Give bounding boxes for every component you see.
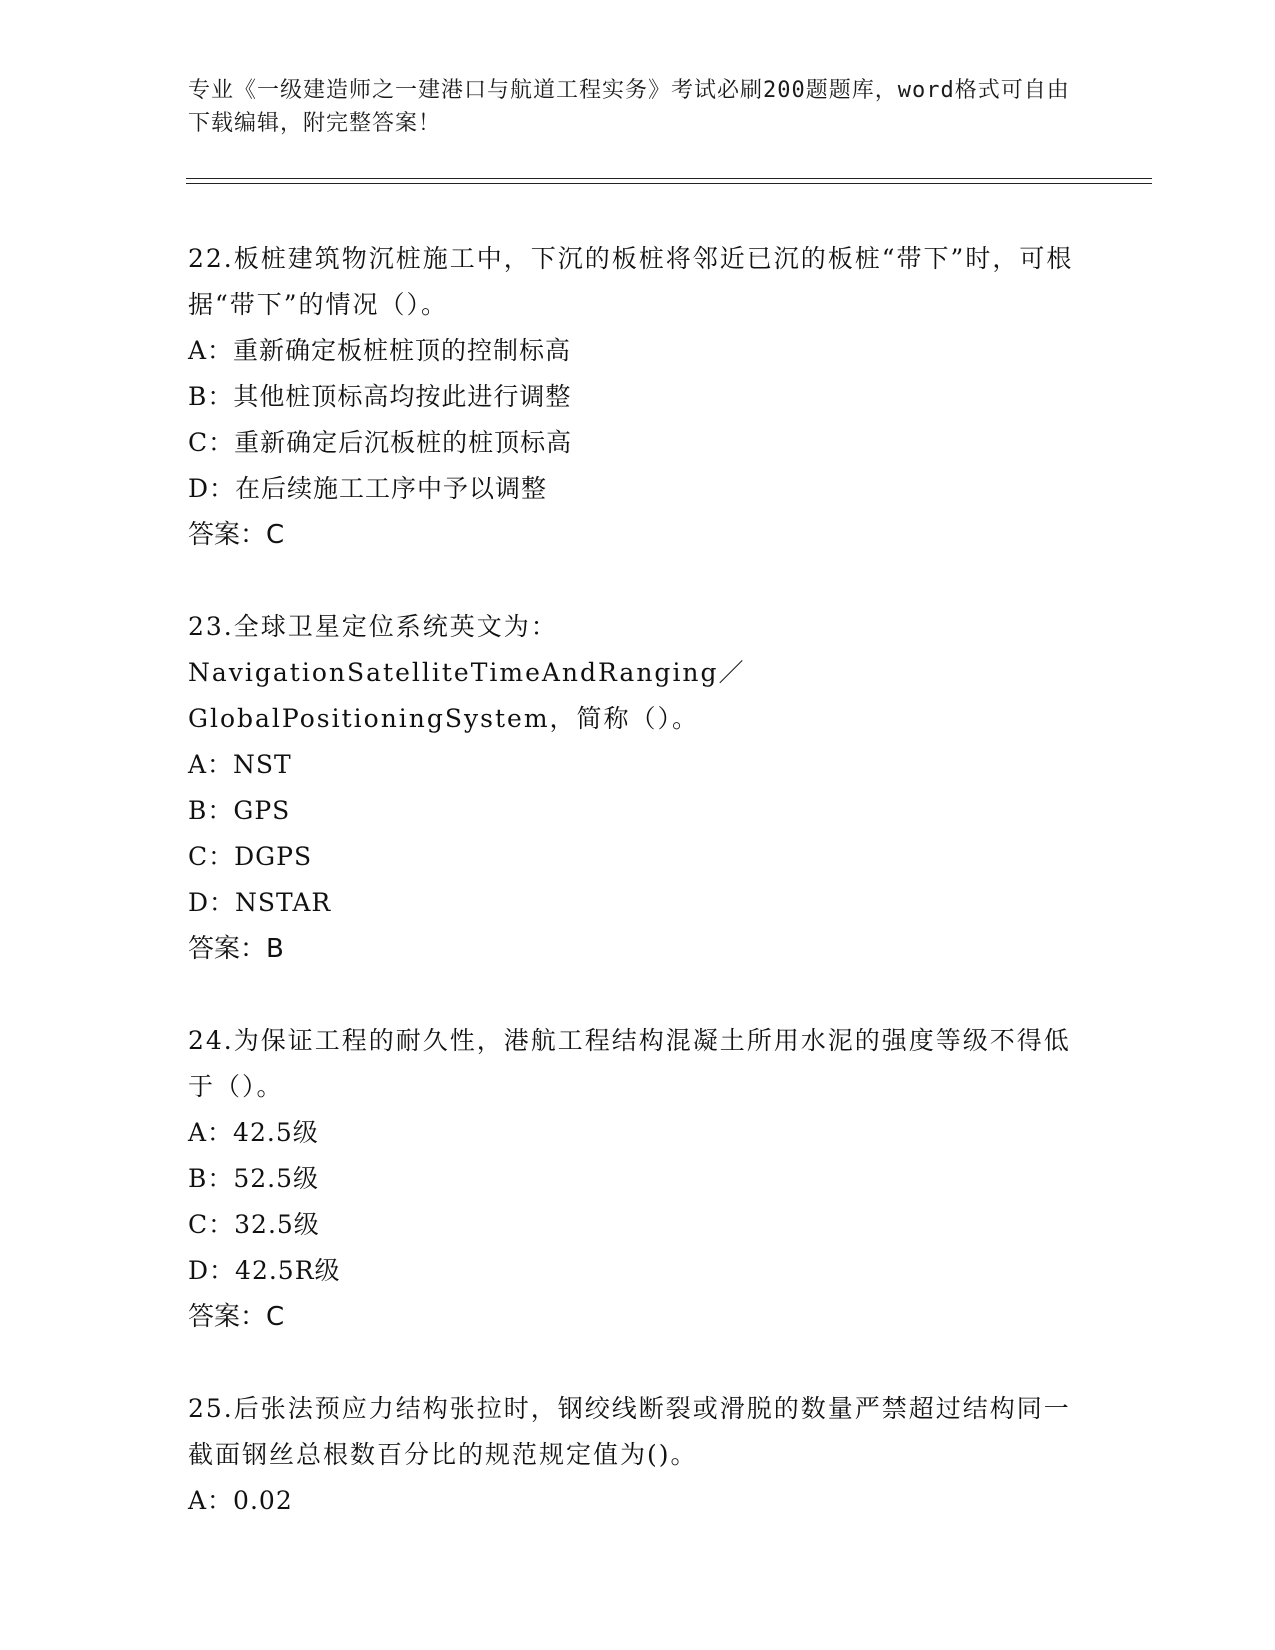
question-list xyxy=(188,236,1088,1570)
header-divider xyxy=(186,178,1152,184)
question-stem: 24.为保证工程的耐久性，港航工程结构混凝土所用水泥的强度等级不得低于（）。 xyxy=(188,1026,1071,1101)
option-b: B：其他桩顶标高均按此进行调整 xyxy=(188,382,572,411)
option-c: C：32.5级 xyxy=(188,1210,320,1239)
option-a: A：42.5级 xyxy=(188,1118,319,1147)
option-c: C：重新确定后沉板桩的桩顶标高 xyxy=(188,428,573,457)
option-c: C：DGPS xyxy=(188,842,313,871)
answer: 答案：C xyxy=(188,520,285,550)
option-a: A：NST xyxy=(188,750,292,779)
document-header: 专业《一级建造师之一建港口与航道工程实务》考试必刷200题题库，word格式可自由下载编辑，附完整答案！ xyxy=(188,78,1070,136)
answer: 答案：B xyxy=(188,934,284,964)
question-stem: 22.板桩建筑物沉桩施工中，下沉的板桩将邻近已沉的板桩“带下”时，可根据“带下”的情况（）。 xyxy=(188,244,1074,319)
answer: 答案：C xyxy=(188,1302,285,1332)
option-a: A：重新确定板桩桩顶的控制标高 xyxy=(188,336,572,365)
question-24 xyxy=(188,1018,1088,1340)
option-b: B：GPS xyxy=(188,796,291,825)
question-stem: 23.全球卫星定位系统英文为：NavigationSatelliteTimeAndRanging／GlobalPositioningSystem，简称（）。 xyxy=(188,612,746,733)
question-22 xyxy=(188,236,1088,558)
option-b: B：52.5级 xyxy=(188,1164,320,1193)
option-d: D：42.5R级 xyxy=(188,1256,341,1285)
question-23 xyxy=(188,604,1088,972)
option-d: D：NSTAR xyxy=(188,888,332,917)
question-stem: 25.后张法预应力结构张拉时，钢绞线断裂或滑脱的数量严禁超过结构同一截面钢丝总根数百分比的规范规定值为()。 xyxy=(188,1394,1071,1469)
option-d: D：在后续施工工序中予以调整 xyxy=(188,474,548,503)
question-25 xyxy=(188,1386,1088,1524)
option-a: A：0.02 xyxy=(188,1486,293,1515)
